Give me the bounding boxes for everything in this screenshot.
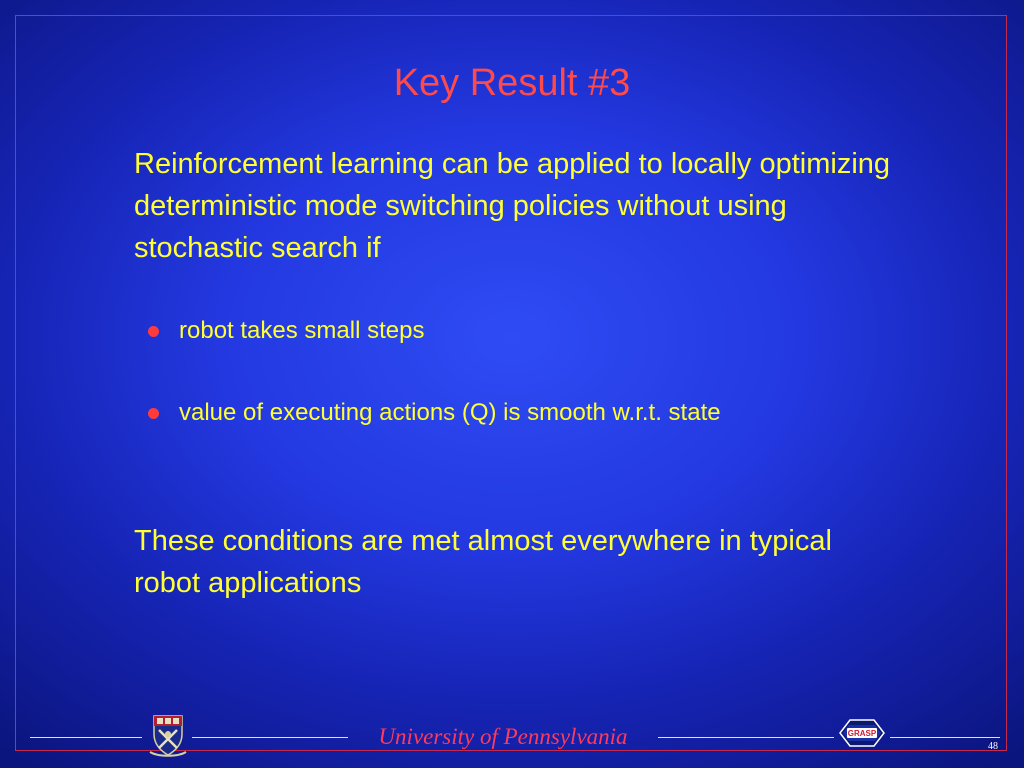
penn-shield-logo (148, 712, 188, 758)
footer-divider (192, 737, 348, 738)
footer-divider (890, 737, 1000, 738)
bullet-text: robot takes small steps (179, 317, 425, 344)
footer-divider (658, 737, 834, 738)
page-number: 48 (988, 741, 998, 752)
slide-frame (15, 15, 1007, 751)
svg-text:GRASP: GRASP (847, 729, 877, 738)
conclusion-paragraph: These conditions are met almost everywhere in typical robot applications (134, 525, 832, 599)
bullet-dot-icon (148, 408, 159, 419)
footer-divider (30, 737, 142, 738)
bullet-dot-icon (148, 326, 159, 337)
intro-paragraph: Reinforcement learning can be applied to locally optimizing deterministic mode switching policies without using stochastic search if (134, 148, 891, 264)
grasp-logo (836, 716, 888, 750)
institution-name: University of Pennsylvania (378, 724, 628, 749)
slide-title: Key Result #3 (393, 62, 631, 104)
bullet-text: value of executing actions (Q) is smooth w.r.t. state (179, 399, 721, 426)
